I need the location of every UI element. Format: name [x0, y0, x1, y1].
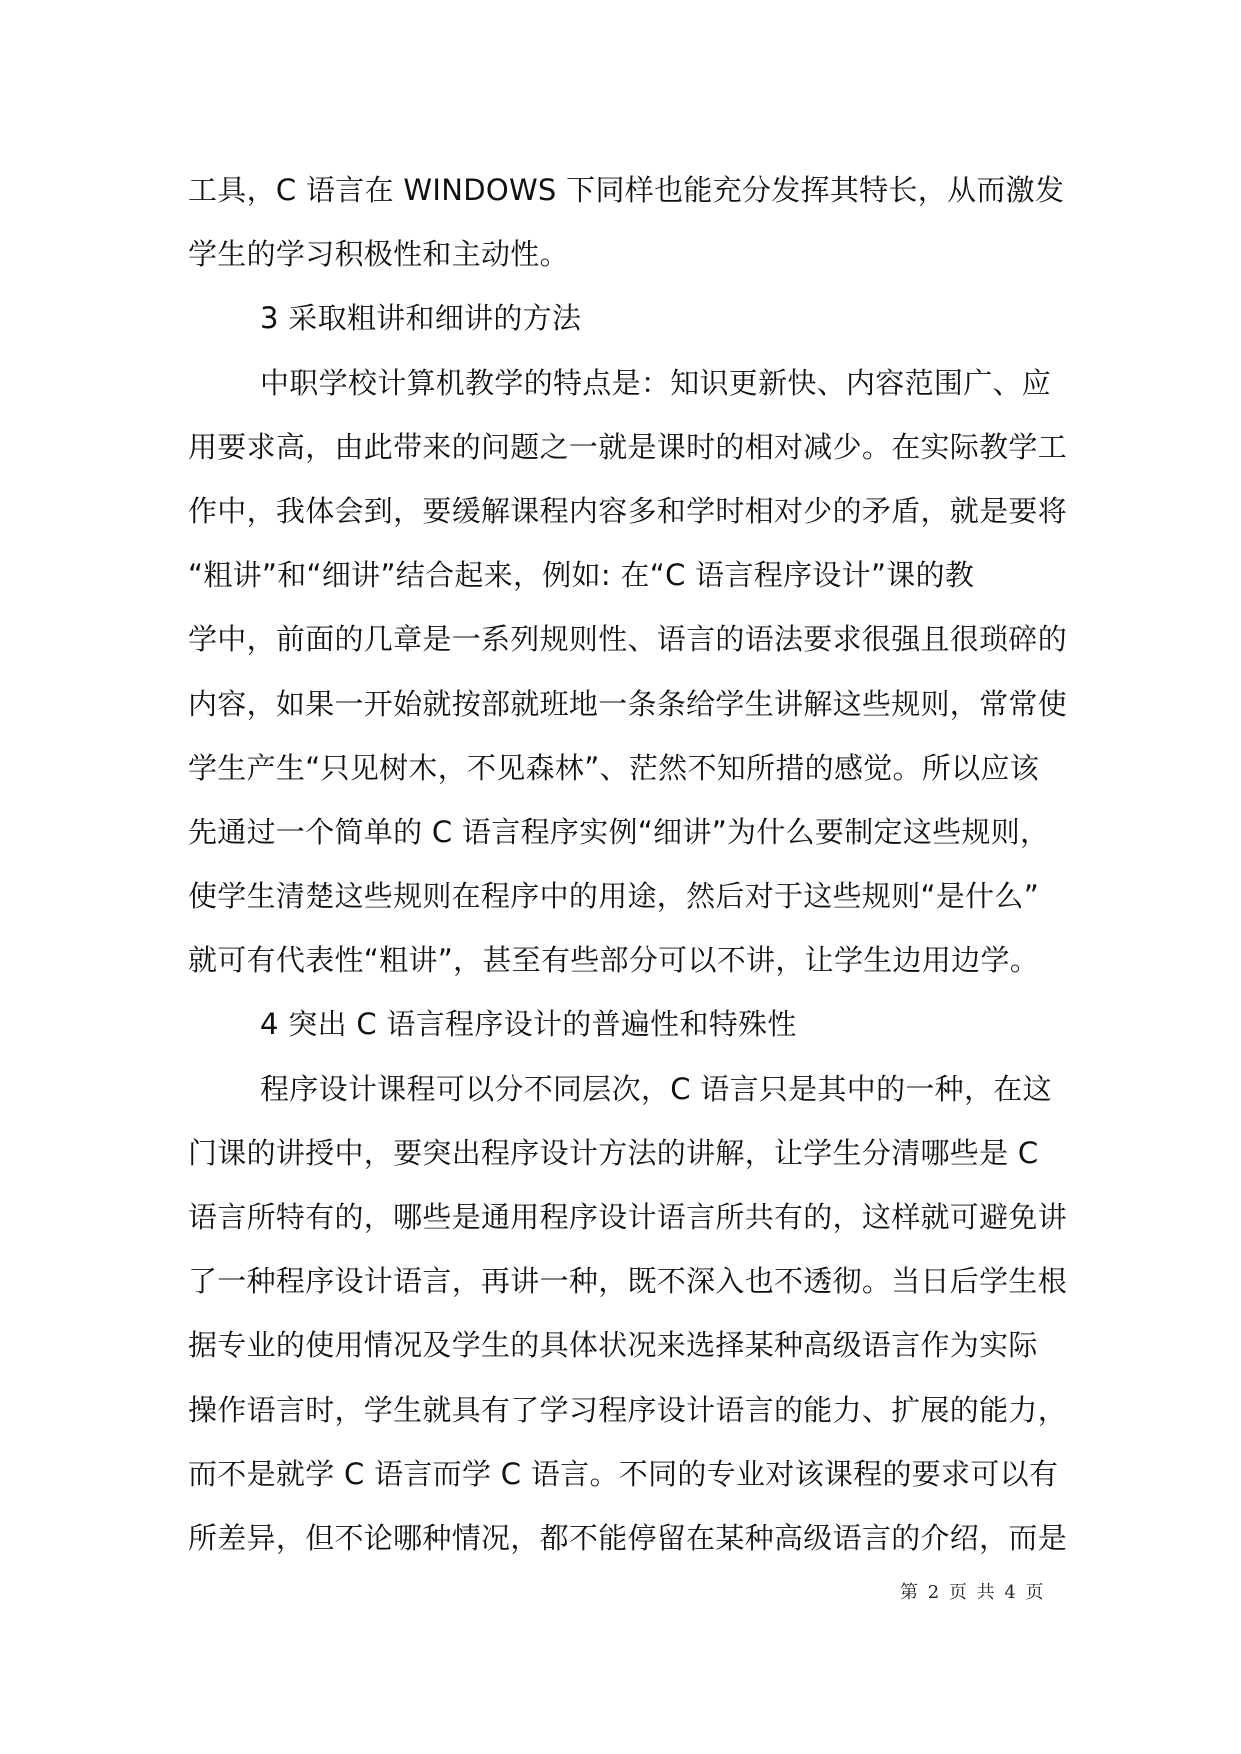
section-heading-4: 4 突出 C 语言程序设计的普遍性和特殊性 — [260, 1007, 797, 1042]
text-line-1: 工具，C 语言在 WINDOWS 下同样也能充分发挥其特长，从而激发 — [188, 173, 1065, 207]
text-line-12: 使学生清楚这些规则在程序中的用途，然后对于这些规则“是什么” — [188, 879, 1040, 914]
text-line-16: 门课的讲授中，要突出程序设计方法的讲解，让学生分清哪些是 C — [188, 1135, 1039, 1170]
text-line-20: 操作语言时，学生就具有了学习程序设计语言的能力、扩展的能力， — [188, 1392, 1068, 1427]
text-line-10: 学生产生“只见树木，不见森林”、茫然不知所措的感觉。所以应该 — [188, 750, 1040, 785]
text-line-8: 学中，前面的几章是一系列规则性、语言的语法要求很强且很琐碎的 — [188, 622, 1068, 657]
text-line-15: 程序设计课程可以分不同层次，C 语言只是其中的一种，在这 — [260, 1071, 1052, 1106]
text-line-7: “粗讲”和“细讲”结合起来，例如: 在“C 语言程序设计”课的教 — [188, 558, 975, 593]
text-line-18: 了一种程序设计语言，再讲一种，既不深入也不透彻。当日后学生根 — [188, 1264, 1068, 1299]
text-line-9: 内容，如果一开始就按部就班地一条条给学生讲解这些规则，常常使 — [188, 686, 1068, 721]
text-line-21: 而不是就学 C 语言而学 C 语言。不同的专业对该课程的要求可以有 — [188, 1456, 1059, 1491]
text-line-19: 据专业的使用情况及学生的具体状况来选择某种高级语言作为实际 — [188, 1328, 1038, 1363]
section-heading-3: 3 采取粗讲和细讲的方法 — [260, 301, 582, 336]
text-line-2: 学生的学习积极性和主动性。 — [188, 237, 569, 272]
page-number-footer: 第 2 页 共 4 页 — [900, 1582, 1046, 1603]
text-line-17: 语言所特有的，哪些是通用程序设计语言所共有的，这样就可避免讲 — [188, 1200, 1068, 1234]
text-line-4: 中职学校计算机教学的特点是：知识更新快、内容范围广、应 — [260, 365, 1052, 400]
text-line-5: 用要求高，由此带来的问题之一就是课时的相对减少。在实际教学工 — [188, 429, 1068, 464]
text-line-13: 就可有代表性“粗讲”，甚至有些部分可以不讲，让学生边用边学。 — [188, 943, 1040, 978]
text-line-6: 作中，我体会到，要缓解课程内容多和学时相对少的矛盾，就是要将 — [188, 493, 1068, 528]
text-line-22: 所差异，但不论哪种情况，都不能停留在某种高级语言的介绍，而是 — [188, 1520, 1068, 1555]
text-line-11: 先通过一个简单的 C 语言程序实例“细讲”为什么要制定这些规则， — [188, 814, 1050, 849]
body-text — [188, 158, 1068, 1570]
